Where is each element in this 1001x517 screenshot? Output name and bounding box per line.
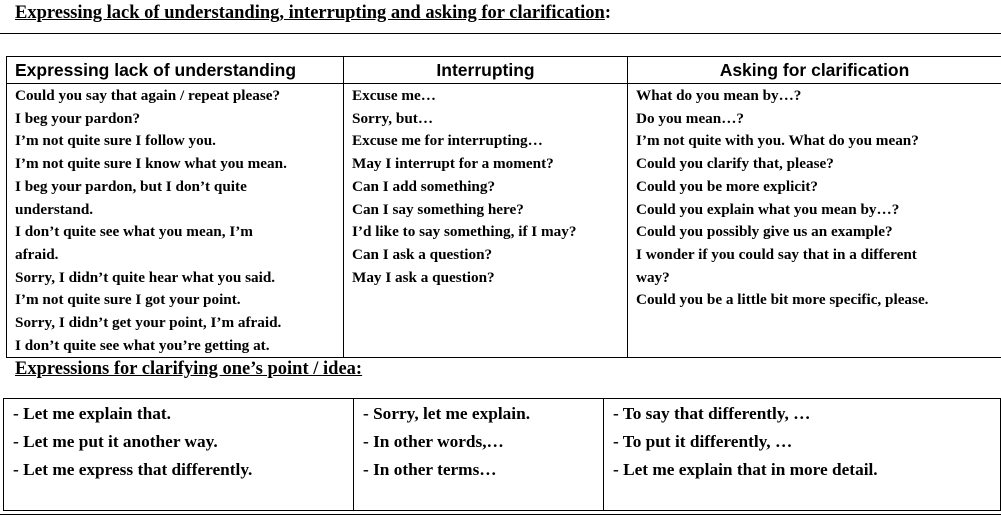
phrase-line: Sorry, I didn’t quite hear what you said. (15, 268, 276, 286)
phrase-line: way? (636, 268, 670, 286)
phrase-line: Do you mean…? (636, 109, 745, 127)
clarifying-table (3, 398, 1001, 511)
phrase-line: What do you mean by…? (636, 87, 802, 104)
page-title-colon: : (604, 3, 612, 23)
phrase-line: - Let me express that differently. (13, 460, 253, 479)
column-interrupting (344, 84, 628, 358)
column-asking-for-clarification (628, 84, 1001, 358)
expressions-table-body-row (7, 84, 1001, 358)
phrase-line: Could you be more explicit? (636, 177, 818, 195)
phrase-line: Could you say that again / repeat please? (15, 87, 281, 104)
expressions-table-header-row (7, 57, 1001, 84)
phrase-line: I beg your pardon, but I don’t quite (15, 177, 247, 195)
phrase-line: I don’t quite see what you’re getting at. (15, 336, 270, 354)
phrase-line: understand. (15, 200, 94, 218)
phrase-line: I’m not quite sure I know what you mean. (15, 155, 287, 173)
phrase-line: I’m not quite sure I got your point. (15, 291, 241, 309)
phrase-line: - To say that differently, … (613, 404, 811, 423)
phrase-line: - Let me explain that. (13, 404, 171, 423)
phrase-line: - In other words,… (363, 432, 504, 451)
phrase-line: Excuse me for interrupting… (352, 132, 543, 150)
phrase-line: Can I add something? (352, 177, 496, 195)
phrase-line: - In other terms… (363, 460, 497, 479)
phrase-line: Sorry, but… (352, 109, 434, 127)
page-title (15, 1, 611, 25)
clarifying-table-row (4, 399, 1001, 511)
phrase-line: I’m not quite sure I follow you. (15, 132, 216, 150)
column-lack-of-understanding (7, 84, 344, 358)
phrase-line: I’d like to say something, if I may? (352, 223, 577, 241)
bottom-rule (0, 514, 1001, 515)
clarifying-column-3 (604, 399, 1001, 511)
phrase-line: Excuse me… (352, 87, 436, 104)
phrase-line: May I ask a question? (352, 268, 495, 286)
phrase-line: I wonder if you could say that in a different (636, 245, 917, 263)
phrase-line: Could you clarify that, please? (636, 155, 834, 173)
page-title-text: Expressing lack of understanding, interrupting and asking for clarification (15, 3, 605, 23)
phrase-line: - Sorry, let me explain. (363, 404, 531, 423)
phrase-line: Can I say something here? (352, 200, 524, 218)
top-rule (0, 33, 1001, 34)
phrase-line: I beg your pardon? (15, 109, 141, 127)
section-heading-clarifying: Expressions for clarifying one’s point / idea: (15, 359, 363, 379)
phrase-line: Sorry, I didn’t get your point, I’m afraid. (15, 314, 282, 332)
clarifying-column-2 (354, 399, 604, 511)
phrase-line: Can I ask a question? (352, 245, 493, 263)
header-interrupting: Interrupting (344, 57, 628, 84)
phrase-line: I don’t quite see what you mean, I’m (15, 223, 253, 241)
phrase-line: - Let me explain that in more detail. (613, 460, 878, 479)
expressions-table (6, 56, 1001, 358)
phrase-line: Could you possibly give us an example? (636, 223, 893, 241)
phrase-line: May I interrupt for a moment? (352, 155, 554, 173)
phrase-line: afraid. (15, 245, 59, 263)
phrase-line: Could you be a little bit more specific, please. (636, 291, 929, 309)
clarifying-column-1 (4, 399, 354, 511)
phrase-line: Could you explain what you mean by…? (636, 200, 900, 218)
header-lack-of-understanding: Expressing lack of understanding (7, 57, 344, 84)
header-asking-for-clarification: Asking for clarification (628, 57, 1001, 84)
phrase-line: - To put it differently, … (613, 432, 793, 451)
phrase-line: - Let me put it another way. (13, 432, 218, 451)
phrase-line: I’m not quite with you. What do you mean? (636, 132, 919, 150)
